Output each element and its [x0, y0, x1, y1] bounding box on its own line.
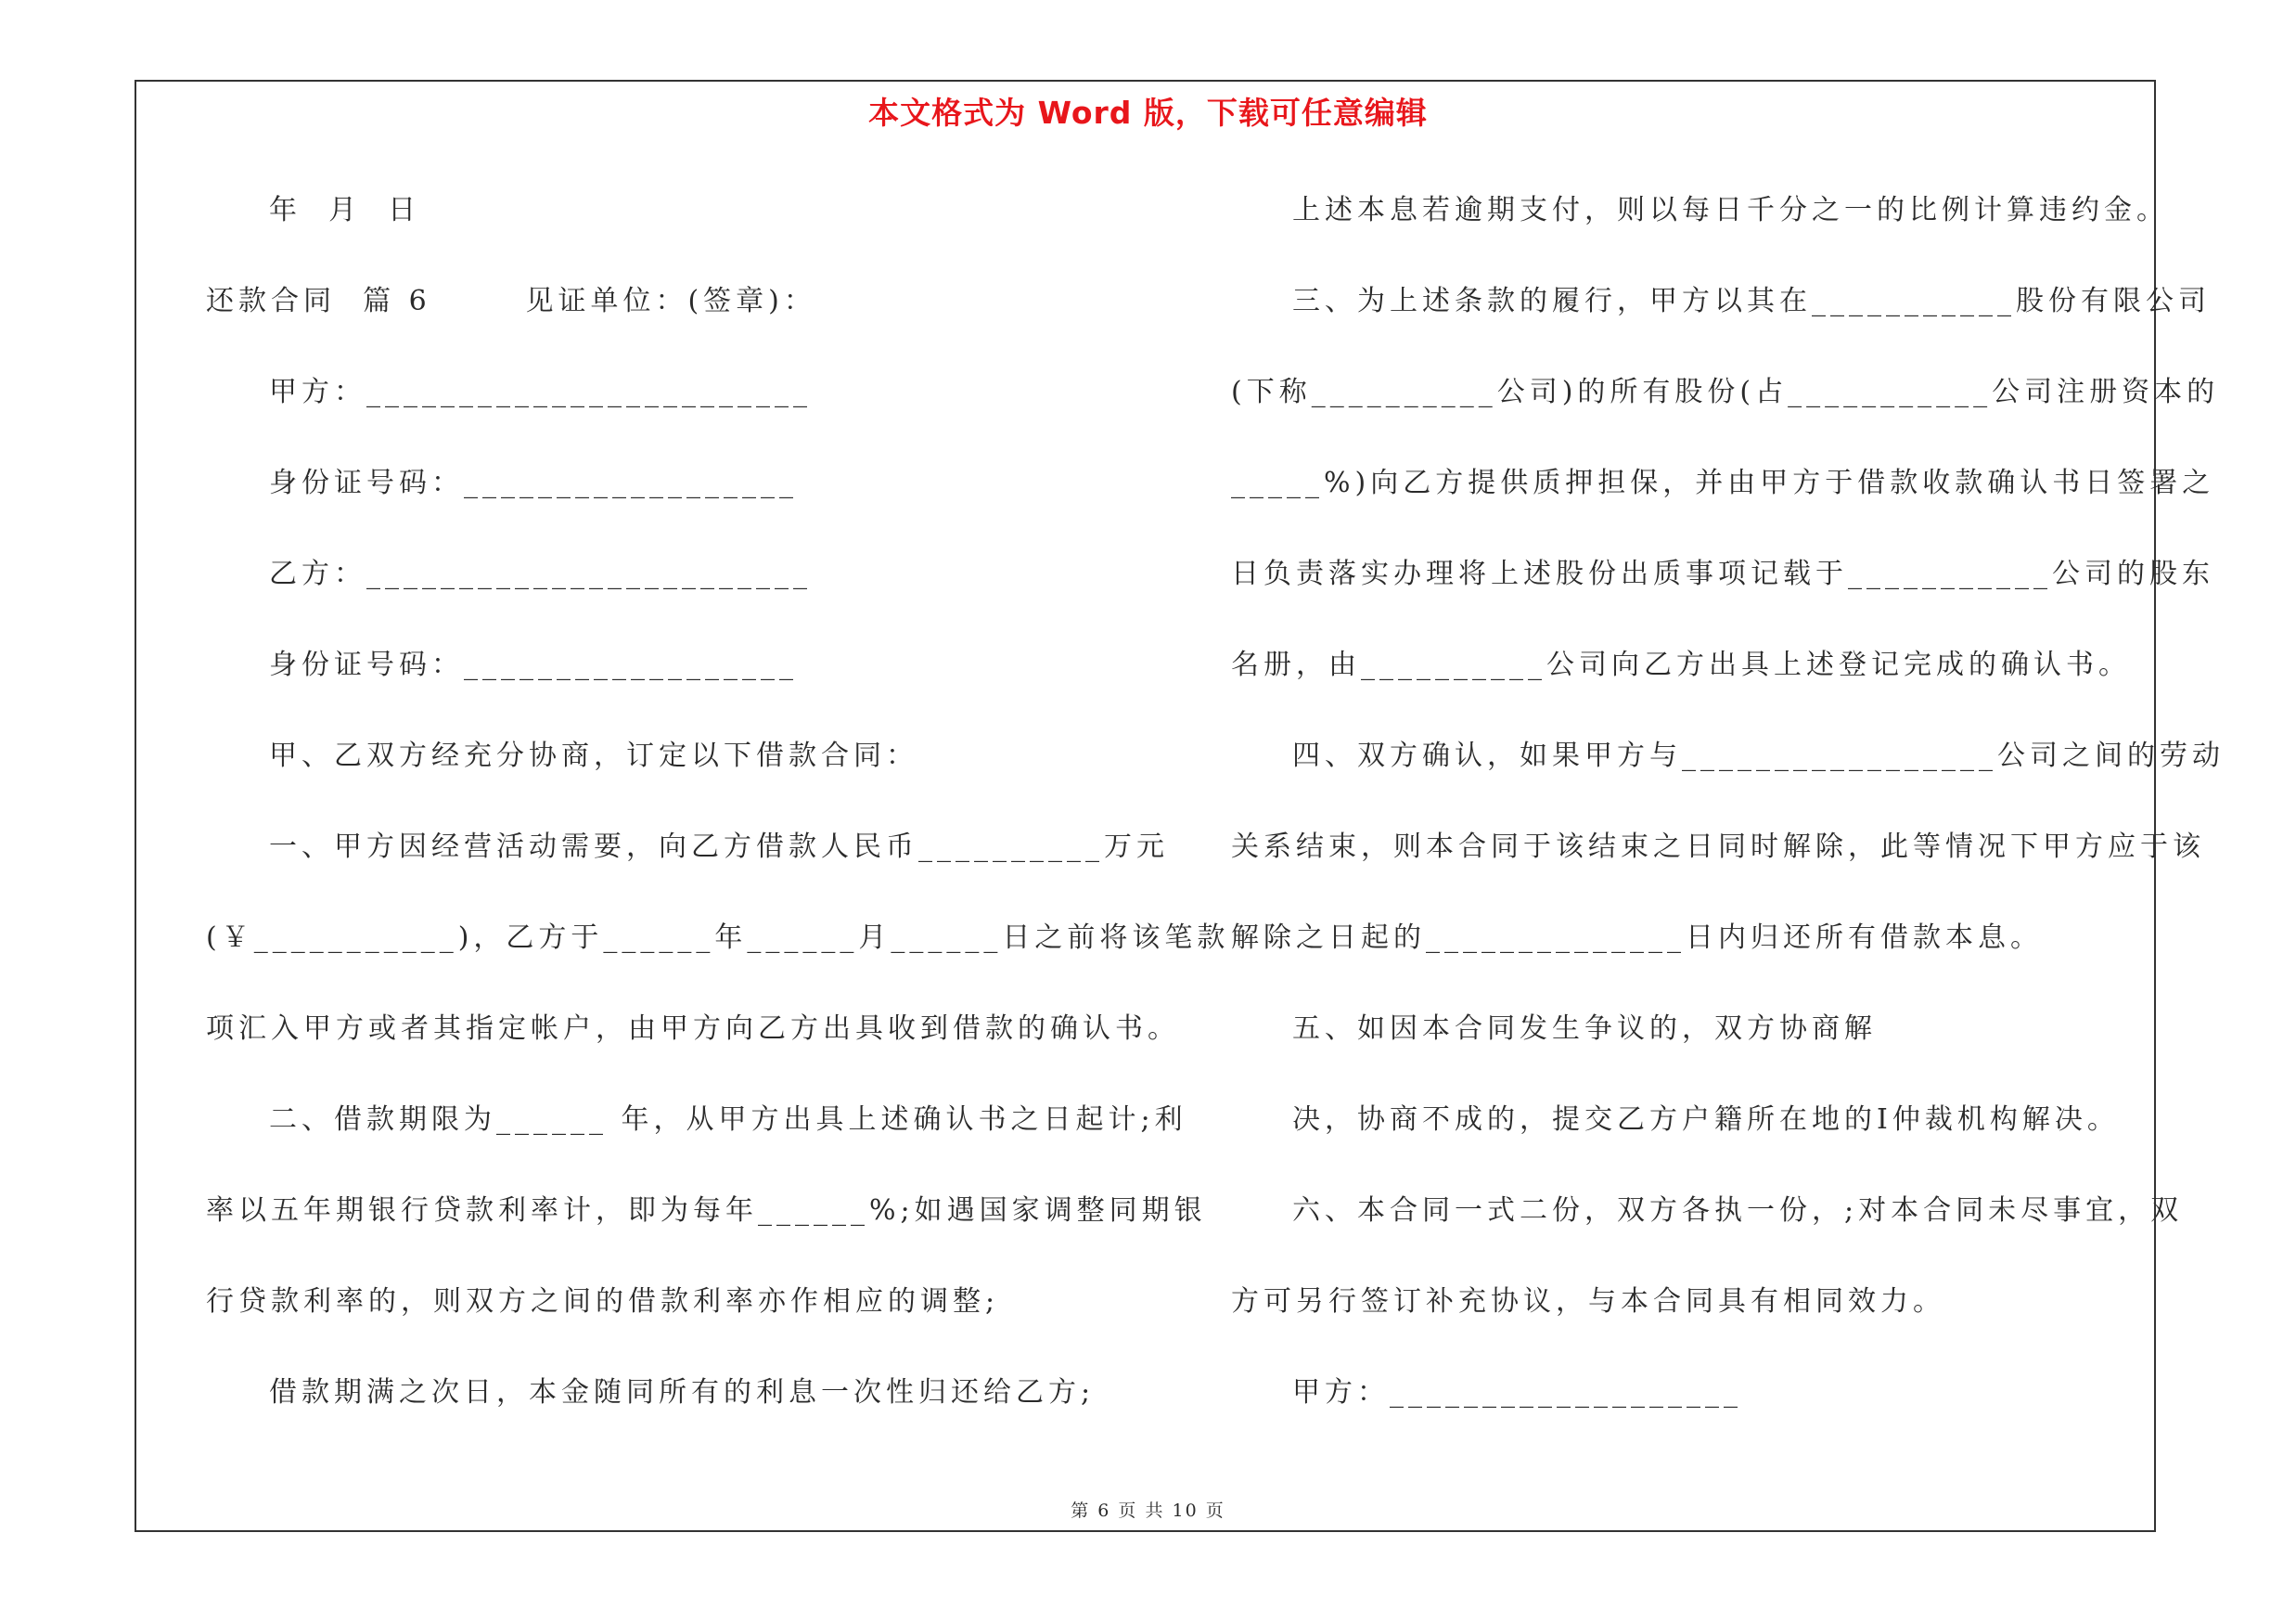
signature-party-a: 甲方：___________________ — [1292, 1376, 1742, 1409]
clause-4-line-3: 解除之日起的______________日内归还所有借款本息。 — [1231, 921, 2043, 954]
clause-2-line-1: 二、借款期限为______ 年，从甲方出具上述确认书之日起计;利 — [269, 1103, 1187, 1136]
party-a-id-field: 身份证号码：__________________ — [269, 467, 798, 499]
clause-2-line-2: 率以五年期银行贷款利率计，即为每年______%;如遇国家调整同期银 — [206, 1194, 1207, 1227]
format-banner: 本文格式为 Word 版，下载可任意编辑 — [868, 95, 1428, 131]
clause-3-line-2: (下称__________公司)的所有股份(占___________公司注册资本的 — [1231, 376, 2220, 408]
clause-5-line-1: 五、如因本合同发生争议的，双方协商解 — [1292, 1012, 1877, 1045]
agreement-intro: 甲、乙双方经充分协商，订定以下借款合同： — [269, 740, 918, 772]
party-b-field: 乙方：________________________ — [269, 558, 812, 590]
clause-4-line-2: 关系结束，则本合同于该结束之日同时解除，此等情况下甲方应于该 — [1231, 831, 2205, 863]
page-number: 第 6 页 共 10 页 — [1071, 1501, 1225, 1521]
penalty-line: 上述本息若逾期支付，则以每日千分之一的比例计算违约金。 — [1292, 194, 2169, 226]
clause-3-line-3: _____%)向乙方提供质押担保，并由甲方于借款收款确认书日签署之 — [1231, 467, 2215, 499]
clause-1-line-1: 一、甲方因经营活动需要，向乙方借款人民币__________万元 — [269, 831, 1169, 863]
clause-3-line-5: 名册，由__________公司向乙方出具上述登记完成的确认书。 — [1231, 649, 2131, 681]
clause-6-line-1: 六、本合同一式二份，双方各执一份，;对本合同未尽事宜，双 — [1292, 1194, 2184, 1227]
clause-3-line-1: 三、为上述条款的履行，甲方以其在___________股份有限公司 — [1292, 285, 2211, 317]
maturity-line: 借款期满之次日，本金随同所有的利息一次性归还给乙方; — [269, 1376, 1096, 1409]
clause-6-line-2: 方可另行签订补充协议，与本合同具有相同效力。 — [1231, 1285, 1945, 1318]
clause-5-line-2: 决，协商不成的，提交乙方户籍所在地的Ⅰ仲裁机构解决。 — [1292, 1103, 2120, 1136]
party-b-id-field: 身份证号码：__________________ — [269, 649, 798, 681]
party-a-field: 甲方：________________________ — [269, 376, 812, 408]
clause-1-line-2: (￥___________)，乙方于______年______月______日之前将该笔款 — [206, 921, 1230, 954]
clause-3-line-4: 日负责落实办理将上述股份出质事项记载于___________公司的股东 — [1231, 558, 2214, 590]
date-line: 年 月 日 — [269, 194, 421, 226]
clause-4-line-1: 四、双方确认，如果甲方与_________________公司之间的劳动 — [1292, 740, 2225, 772]
contract-title-line: 还款合同 篇 6 见证单位：(签章)： — [206, 285, 816, 317]
clause-2-line-3: 行贷款利率的，则双方之间的借款利率亦作相应的调整; — [206, 1285, 1000, 1318]
clause-1-line-3: 项汇入甲方或者其指定帐户，由甲方向乙方出具收到借款的确认书。 — [206, 1012, 1180, 1045]
